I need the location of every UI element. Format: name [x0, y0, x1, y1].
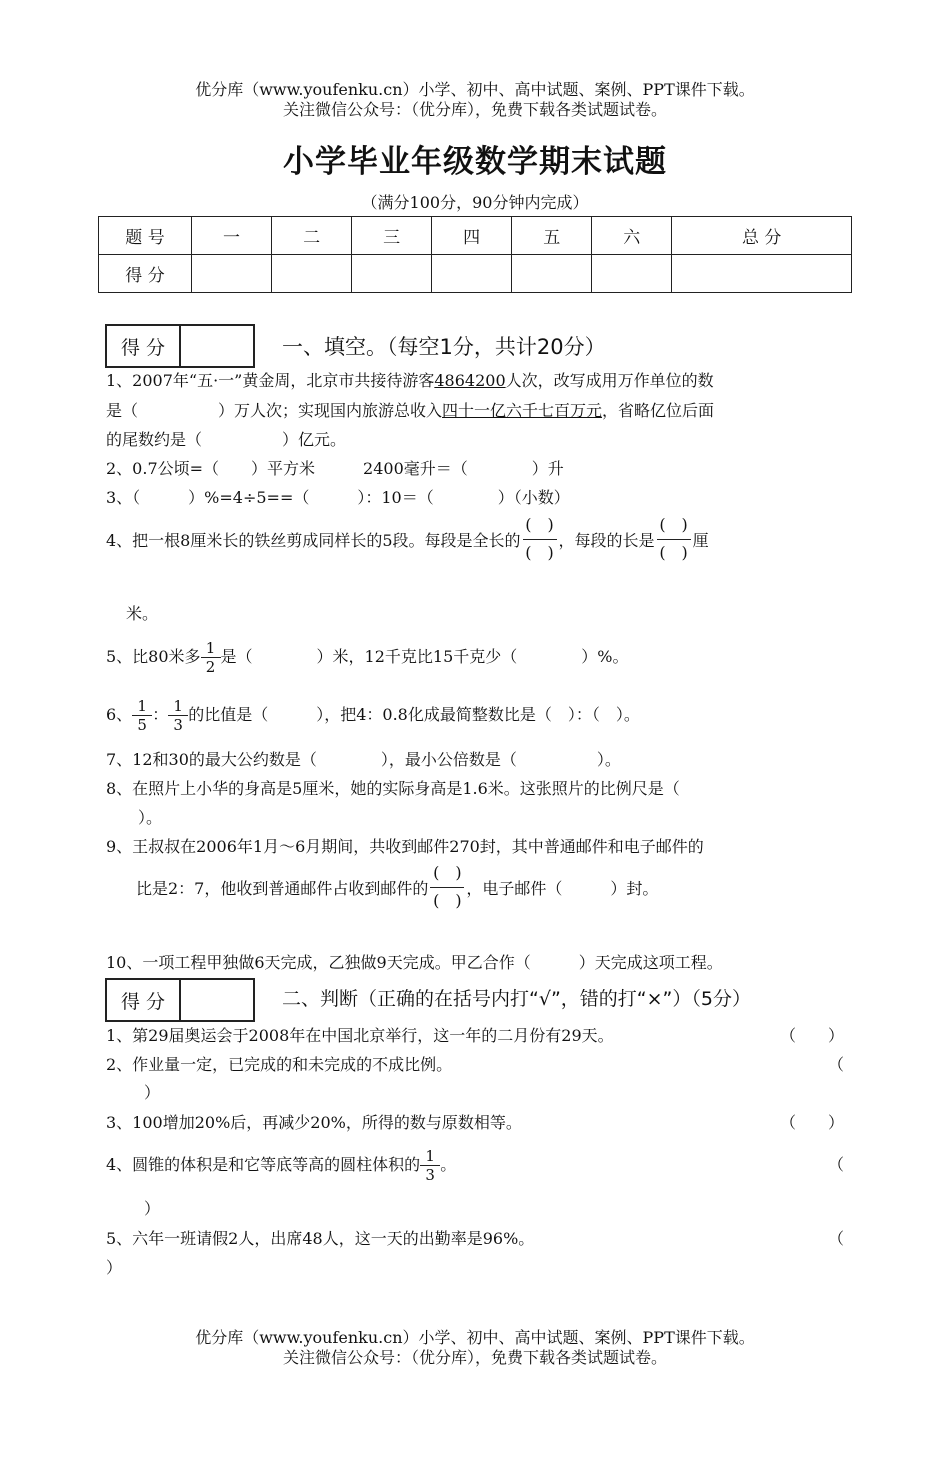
score-cell-blank[interactable]: [192, 255, 272, 293]
footer-line-1: 优分库（www.youfenku.cn）小学、初中、高中试题、案例、PPT课件下载。: [195, 1328, 755, 1347]
score-box-label: 得 分: [107, 980, 181, 1020]
q5-post: 是（ ）米，12千克比15千克少（ ）%。: [220, 647, 629, 666]
page-title: 小学毕业年级数学期末试题: [283, 144, 667, 180]
question-1b: [106, 401, 848, 421]
score-cell-blank[interactable]: [592, 255, 672, 293]
q6-post: 的比值是（ ），把4：0.8化成最简整数比是（ ）：（ ）。: [188, 705, 640, 724]
score-cell-blank[interactable]: [512, 255, 592, 293]
fraction-denominator: 3: [173, 715, 183, 734]
question-8: 8、在照片上小华的身高是5厘米，她的实际身高是1.6米。这张照片的比例尺是（: [106, 779, 680, 798]
judge-5-cont: ）: [106, 1258, 123, 1277]
section2-score-box: [105, 978, 255, 1022]
judge-4-cont: ）: [144, 1199, 161, 1218]
section1-title: 一、填空。（每空1分，共计20分）: [282, 335, 606, 359]
judge-3-answer[interactable]: （ ）: [779, 1113, 844, 1132]
judge-2-cont: ）: [144, 1083, 161, 1102]
fraction-bar: [430, 887, 464, 888]
fraction-numerator: 1: [173, 696, 183, 715]
judge-4-pre: 4、圆锥的体积是和它等底等高的圆柱体积的: [106, 1155, 421, 1174]
fraction-bar: [523, 539, 557, 540]
score-header-cell: 四: [432, 217, 512, 255]
section2-title: 二、判断（正确的在括号内打“√”，错的打“×”）（5分）: [282, 988, 751, 1010]
q4-pre: 4、把一根8厘米长的铁丝剪成同样长的5段。每段是全长的: [106, 531, 521, 550]
q1a-pre: 1、2007年“五·一”黄金周，北京市共接待游客: [106, 371, 435, 390]
q9b-post: ，电子邮件（ ）封。: [466, 879, 659, 898]
score-header-cell: 五: [512, 217, 592, 255]
q1a-number: 4864200: [434, 371, 506, 390]
question-9b: [136, 862, 878, 916]
q1b-pre: 是（ ）万人次；实现国内旅游总收入: [106, 401, 443, 420]
judge-3-text: 3、100增加20%后，再减少20%，所得的数与原数相等。: [106, 1113, 522, 1132]
fraction-numerator: 1: [425, 1146, 435, 1165]
q1a-post: 人次，改写成用万作单位的数: [505, 371, 714, 390]
score-box-label: 得 分: [107, 326, 181, 366]
question-9: 9、王叔叔在2006年1月～6月期间，共收到邮件270封，其中普通邮件和电子邮件的: [106, 837, 704, 856]
judge-4-answer[interactable]: （: [827, 1155, 844, 1174]
q6-colon: ：: [152, 705, 169, 724]
score-box-blank[interactable]: [181, 980, 253, 1020]
score-cell-blank[interactable]: [272, 255, 352, 293]
fraction-numerator: 1: [137, 696, 147, 715]
section1-score-box: [105, 324, 255, 368]
paren-numerator: ( ): [525, 515, 554, 534]
judge-3: [106, 1113, 848, 1133]
fraction-numerator: 1: [205, 638, 216, 657]
paren-numerator: ( ): [659, 515, 688, 534]
paren-denominator: ( ): [659, 543, 688, 562]
score-table-score-row: [99, 255, 852, 293]
question-4-cont: 米。: [126, 604, 159, 623]
question-5: [106, 634, 848, 680]
q9b-pre: 比是2：7，他收到普通邮件占收到邮件的: [136, 879, 429, 898]
q4-post: 厘: [692, 531, 709, 550]
paren-denominator: ( ): [433, 891, 462, 910]
question-7: 7、12和30的最大公约数是（ ），最小公倍数是（ ）。: [106, 750, 621, 769]
header-line-1: 优分库（www.youfenku.cn）小学、初中、高中试题、案例、PPT课件下载。: [195, 80, 755, 99]
score-table: [98, 216, 852, 293]
judge-1: [106, 1026, 848, 1046]
score-cell-blank[interactable]: [352, 255, 432, 293]
score-row-label: 得 分: [99, 255, 192, 293]
score-header-cell: 题 号: [99, 217, 192, 255]
judge-5-answer[interactable]: （: [827, 1229, 844, 1248]
judge-2-answer[interactable]: （: [827, 1055, 844, 1074]
score-header-cell: 三: [352, 217, 432, 255]
score-cell-blank[interactable]: [672, 255, 852, 293]
score-header-cell: 一: [192, 217, 272, 255]
page-subtitle: （满分100分，90分钟内完成）: [361, 193, 589, 212]
paren-denominator: ( ): [525, 543, 554, 562]
question-1c: 的尾数约是（ ）亿元。: [106, 430, 347, 449]
question-2: 2、0.7公顷=（ ）平方米 2400毫升＝（ ）升: [106, 459, 564, 478]
q1b-post: ，省略亿位后面: [602, 401, 715, 420]
score-header-cell: 六: [592, 217, 672, 255]
q9-fraction: [428, 863, 466, 915]
judge-2-text: 2、作业量一定，已完成的和未完成的不成比例。: [106, 1055, 453, 1074]
paren-numerator: ( ): [433, 863, 462, 882]
judge-5: [106, 1229, 848, 1249]
q1b-underlined: 四十一亿六千七百万元: [442, 401, 603, 420]
question-1a: [106, 371, 848, 391]
fraction-denominator: 5: [137, 715, 147, 734]
judge-2: [106, 1055, 848, 1075]
score-box-blank[interactable]: [181, 326, 253, 366]
judge-4-post: 。: [440, 1155, 457, 1174]
fraction-denominator: 2: [205, 657, 216, 676]
score-table-header-row: [99, 217, 852, 255]
judge-4-fraction: [420, 1147, 440, 1184]
q5-pre: 5、比80米多: [106, 647, 201, 666]
footer-line-2: 关注微信公众号：（优分库），免费下载各类试题试卷。: [282, 1348, 667, 1367]
judge-5-text: 5、六年一班请假2人，出席48人，这一天的出勤率是96%。: [106, 1229, 535, 1248]
q4-mid: ，每段的长是: [558, 531, 655, 550]
fraction-denominator: 3: [425, 1165, 435, 1184]
score-cell-blank[interactable]: [432, 255, 512, 293]
question-8-cont: ）。: [138, 808, 163, 827]
score-header-cell: 总 分: [672, 217, 852, 255]
judge-1-answer[interactable]: （ ）: [779, 1026, 844, 1045]
q6-fraction-2: [168, 697, 188, 734]
q4-fraction-1: [521, 515, 559, 567]
judge-1-text: 1、第29届奥运会于2008年在中国北京举行，这一年的二月份有29天。: [106, 1026, 614, 1045]
q6-fraction-1: [132, 697, 152, 734]
fraction-bar: [657, 539, 691, 540]
judge-4: [106, 1142, 848, 1188]
question-4: [106, 514, 848, 568]
question-6: [106, 692, 848, 738]
question-3: 3、（ ）%=4÷5==（ ）：10＝（ ）（小数）: [106, 488, 570, 507]
q4-fraction-2: [655, 515, 693, 567]
q5-fraction: [201, 639, 221, 676]
question-10: 10、一项工程甲独做6天完成，乙独做9天完成。甲乙合作（ ）天完成这项工程。: [106, 953, 723, 972]
score-header-cell: 二: [272, 217, 352, 255]
q6-pre: 6、: [106, 705, 133, 724]
header-line-2: 关注微信公众号：（优分库），免费下载各类试题试卷。: [282, 100, 667, 119]
